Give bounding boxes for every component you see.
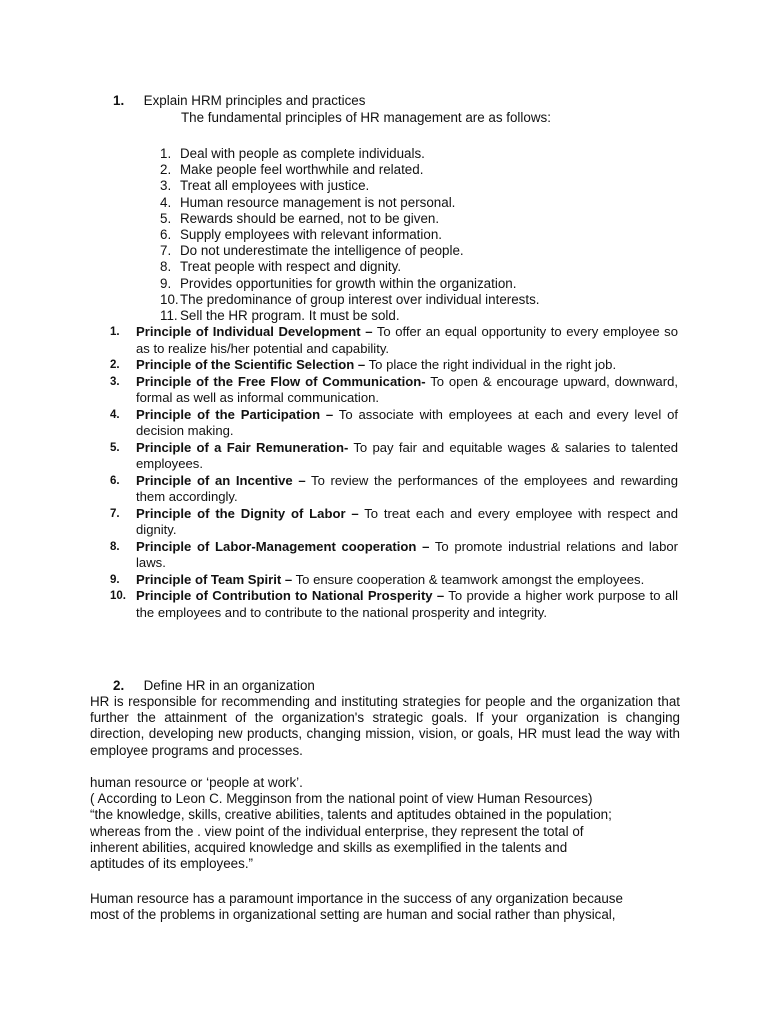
principle-title: Principle of Contribution to National Prosperity – xyxy=(136,588,445,603)
list-item xyxy=(160,259,720,275)
question-1-heading xyxy=(113,93,365,108)
principle-item xyxy=(110,506,678,539)
paragraph-line: most of the problems in organizational setting are human and social rather than physical, xyxy=(90,907,616,923)
principle-item xyxy=(110,588,678,621)
principle-description: To open & encourage upward, downward, formal as well as informal communication. xyxy=(136,373,678,405)
list-item-number: 10. xyxy=(160,291,179,307)
list-item-text: Supply employees with relevant information. xyxy=(180,226,442,242)
principle-description: To offer an equal opportunity to every employee so as to realize his/her potential and capability. xyxy=(136,324,678,356)
question-number: 1. xyxy=(113,93,125,108)
principle-number: 9. xyxy=(110,573,120,586)
question-title: Define HR in an organization xyxy=(143,678,315,693)
list-item xyxy=(160,211,720,227)
paragraph-line: “the knowledge, skills, creative abilities, talents and aptitudes obtained in the population; xyxy=(90,807,612,823)
principle-description: To ensure cooperation & teamwork amongst the employees. xyxy=(292,571,645,587)
paragraph-line: Human resource has a paramount importance in the success of any organization because xyxy=(90,891,623,906)
list-item-number: 4. xyxy=(160,194,172,210)
principle-item xyxy=(110,324,678,357)
principle-number: 7. xyxy=(110,507,120,520)
principle-title: Principle of the Participation – xyxy=(136,406,334,422)
principle-title: Principle of Team Spirit – xyxy=(136,571,293,587)
fundamental-principles-list xyxy=(160,146,720,324)
principle-description: To pay fair and equitable wages & salaries to talented employees. xyxy=(136,439,679,471)
principle-description: To treat each and every employee with respect and dignity. xyxy=(136,505,678,537)
list-item-number: 11. xyxy=(160,307,178,323)
principle-item xyxy=(110,440,678,473)
list-item-number: 6. xyxy=(160,226,172,242)
principle-title: Principle of Labor-Management cooperation – xyxy=(136,538,430,554)
hr-definition-paragraph: HR is responsible for recommending and instituting strategies for people and the organization that further the attainment of the organization's strategic goals. If your organization is changing direction, developing new products, changing mission, vision, or goals, HR must lead the way with employee programs and processes. xyxy=(90,694,680,758)
principle-number: 1. xyxy=(110,326,120,338)
principle-title: Principle of Individual Development – xyxy=(136,324,373,339)
list-item-text: Treat people with respect and dignity. xyxy=(180,259,402,275)
principle-number: 4. xyxy=(110,408,120,421)
megginson-quote-paragraph xyxy=(90,775,680,872)
principle-number: 10. xyxy=(110,590,126,602)
paragraph-line: aptitudes of its employees.” xyxy=(90,856,254,872)
principle-item xyxy=(110,357,678,374)
principle-number: 6. xyxy=(110,474,120,487)
principle-item xyxy=(110,374,678,407)
list-item-text: Treat all employees with justice. xyxy=(180,178,370,194)
list-item-number: 8. xyxy=(160,259,172,275)
list-item-number: 3. xyxy=(160,178,172,194)
list-item-text: The predominance of group interest over individual interests. xyxy=(180,291,540,307)
principle-description: To place the right individual in the right job. xyxy=(365,357,617,372)
principle-title: Principle of an Incentive – xyxy=(136,472,306,488)
list-item-number: 2. xyxy=(160,162,172,178)
list-item xyxy=(160,276,720,292)
list-item xyxy=(160,178,720,194)
principle-number: 8. xyxy=(110,540,120,553)
question-1-intro: The fundamental principles of HR management are as follows: xyxy=(181,110,551,125)
principle-number: 5. xyxy=(110,441,120,454)
importance-paragraph xyxy=(90,891,680,923)
list-item-number: 5. xyxy=(160,210,172,226)
list-item-text: Make people feel worthwhile and related. xyxy=(180,162,424,178)
paragraph-line: human resource or ‘people at work’. xyxy=(90,775,303,790)
principle-description: To promote industrial relations and labor laws. xyxy=(136,538,678,570)
list-item xyxy=(160,146,720,162)
list-item-number: 9. xyxy=(160,275,172,291)
principle-item xyxy=(110,407,678,440)
list-item-number: 1. xyxy=(160,146,172,161)
list-item-text: Do not underestimate the intelligence of people. xyxy=(180,243,464,259)
list-item-number: 7. xyxy=(160,243,172,259)
question-title: Explain HRM principles and practices xyxy=(143,93,366,108)
principle-number: 2. xyxy=(110,359,120,371)
paragraph-line: inherent abilities, acquired knowledge and skills as exemplified in the talents and xyxy=(90,839,568,855)
list-item xyxy=(160,195,720,211)
list-item-text: Deal with people as complete individuals. xyxy=(180,146,425,161)
principle-item xyxy=(110,572,678,589)
principle-title: Principle of the Dignity of Labor – xyxy=(136,505,359,521)
list-item xyxy=(160,243,720,259)
question-number: 2. xyxy=(113,678,125,693)
list-item-text: Sell the HR program. It must be sold. xyxy=(180,307,400,323)
principle-description: To associate with employees at each and every level of decision making. xyxy=(136,406,678,438)
list-item xyxy=(160,292,720,308)
question-2-heading xyxy=(113,678,315,693)
list-item-text: Rewards should be earned, not to be given. xyxy=(180,210,440,226)
principle-number: 3. xyxy=(110,375,120,388)
paragraph-line: whereas from the . view point of the individual enterprise, they represent the total of xyxy=(90,823,584,839)
principle-title: Principle of a Fair Remuneration- xyxy=(136,439,349,455)
list-item xyxy=(160,162,720,178)
principle-title: Principle of the Scientific Selection – xyxy=(136,357,366,372)
list-item-text: Provides opportunities for growth within the organization. xyxy=(180,275,517,291)
principle-description: To review the performances of the employees and rewarding them accordingly. xyxy=(136,472,678,504)
principle-title: Principle of the Free Flow of Communication- xyxy=(136,373,426,389)
list-item-text: Human resource management is not personal. xyxy=(180,194,456,210)
principle-item xyxy=(110,539,678,572)
principle-description: To provide a higher work purpose to all the employees and to contribute to the national prosperity and integrity. xyxy=(136,588,678,620)
hr-principles-list xyxy=(110,324,678,621)
paragraph-line: ( According to Leon C. Megginson from the national point of view Human Resources) xyxy=(90,791,593,807)
list-item xyxy=(160,308,720,324)
principle-item xyxy=(110,473,678,506)
list-item xyxy=(160,227,720,243)
